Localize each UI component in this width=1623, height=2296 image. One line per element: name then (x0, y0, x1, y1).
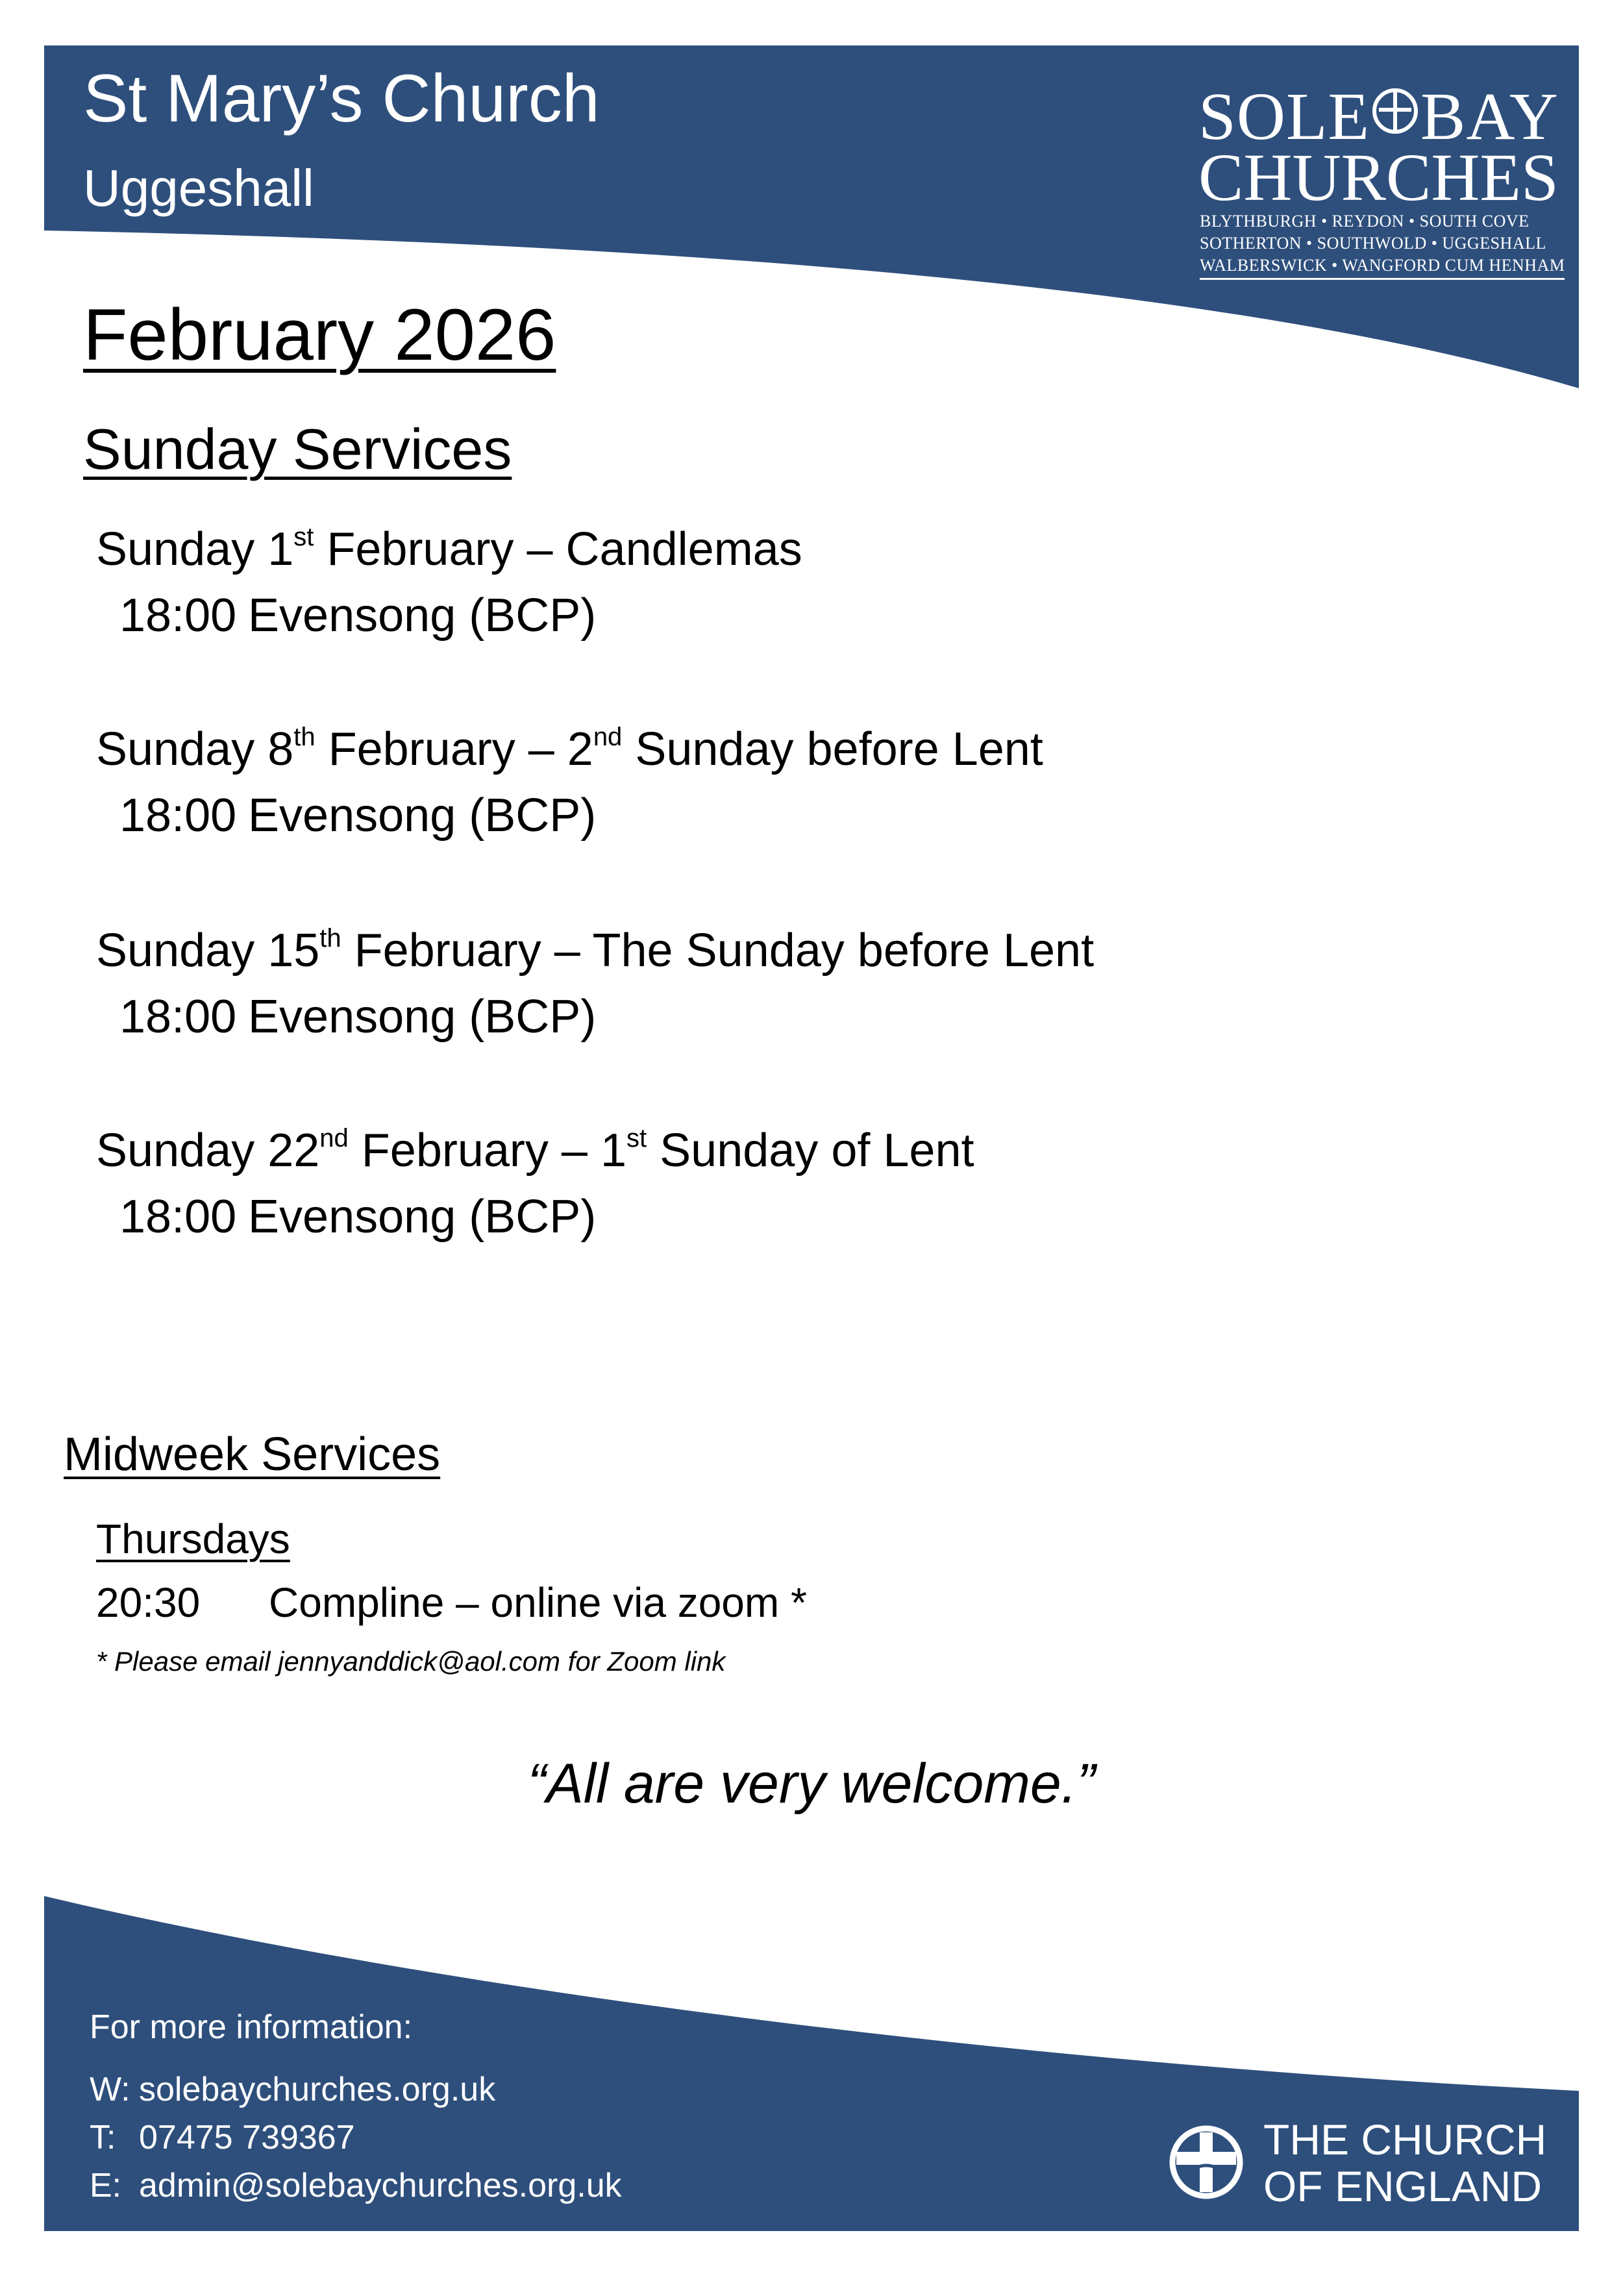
church-location: Uggeshall (83, 159, 314, 217)
logo-word-sole: SOLE (1198, 79, 1370, 154)
service-row (96, 991, 1330, 1043)
service-time: 18:00 (119, 991, 237, 1043)
service-name: Evensong (BCP) (248, 790, 597, 842)
sole-bay-churches-logo (1198, 79, 1565, 284)
logo-parishes-line-1: BLYTHBURGH • REYDON • SOUTH COVE (1200, 212, 1530, 231)
logo-word-bay: BAY (1420, 79, 1559, 154)
compline-time: 20:30 (96, 1579, 201, 1626)
sunday-service-4 (96, 1124, 1330, 1243)
service-row (96, 790, 1330, 842)
sunday-service-1 (96, 523, 1330, 642)
footer-website (90, 2073, 495, 2106)
church-of-england-logo (1167, 2117, 1557, 2214)
compline-service: Compline – online via zoom * (269, 1579, 807, 1626)
website-prefix: W: (90, 2071, 130, 2108)
logo-parishes-line-3: WALBERSWICK • WANGFORD CUM HENHAM (1200, 257, 1565, 280)
email-prefix: E: (90, 2167, 122, 2204)
service-title: Sunday 22nd February – 1st Sunday of Lent (96, 1124, 974, 1177)
footer-phone (90, 2121, 355, 2154)
service-time: 18:00 (119, 1191, 237, 1243)
service-time: 18:00 (119, 790, 237, 842)
service-title: Sunday 1st February – Candlemas (96, 523, 802, 575)
service-time: 18:00 (119, 590, 237, 642)
midweek-services-heading: Midweek Services (64, 1429, 441, 1480)
sunday-service-3 (96, 924, 1330, 1043)
zoom-note: * Please email jennyanddick@aol.com for Zoom link (96, 1646, 726, 1677)
coe-line-1: THE CHURCH (1263, 2115, 1547, 2164)
thursdays-label: Thursdays (96, 1516, 290, 1562)
logo-parishes-line-2: SOTHERTON • SOUTHWOLD • UGGESHALL (1200, 234, 1546, 253)
footer-intro: For more information: (90, 2008, 413, 2046)
welcome-quote: “All are very welcome.” (527, 1753, 1096, 1815)
service-title: Sunday 15th February – The Sunday before Lent (96, 924, 1095, 977)
service-row (96, 590, 1330, 642)
coe-line-2: OF ENGLAND (1263, 2162, 1542, 2210)
website-link[interactable]: solebaychurches.org.uk (139, 2071, 496, 2108)
logo-word-churches: CHURCHES (1198, 140, 1559, 215)
compline-row (96, 1579, 807, 1626)
phone-number[interactable]: 07475 739367 (139, 2119, 355, 2156)
church-name: St Mary’s Church (83, 61, 600, 136)
service-row (96, 1191, 1330, 1243)
footer-email (90, 2169, 622, 2202)
email-link[interactable]: admin@solebaychurches.org.uk (139, 2167, 622, 2204)
service-title: Sunday 8th February – 2nd Sunday before Lent (96, 723, 1043, 775)
month-title: February 2026 (83, 294, 556, 375)
cross-circle-icon (1372, 88, 1418, 134)
church-of-england-emblem-icon (1167, 2123, 1245, 2201)
service-name: Evensong (BCP) (248, 1191, 597, 1243)
phone-prefix: T: (90, 2119, 116, 2156)
service-name: Evensong (BCP) (248, 590, 597, 642)
sunday-services-heading: Sunday Services (83, 417, 512, 481)
sunday-service-2 (96, 723, 1330, 842)
service-name: Evensong (BCP) (248, 991, 597, 1043)
